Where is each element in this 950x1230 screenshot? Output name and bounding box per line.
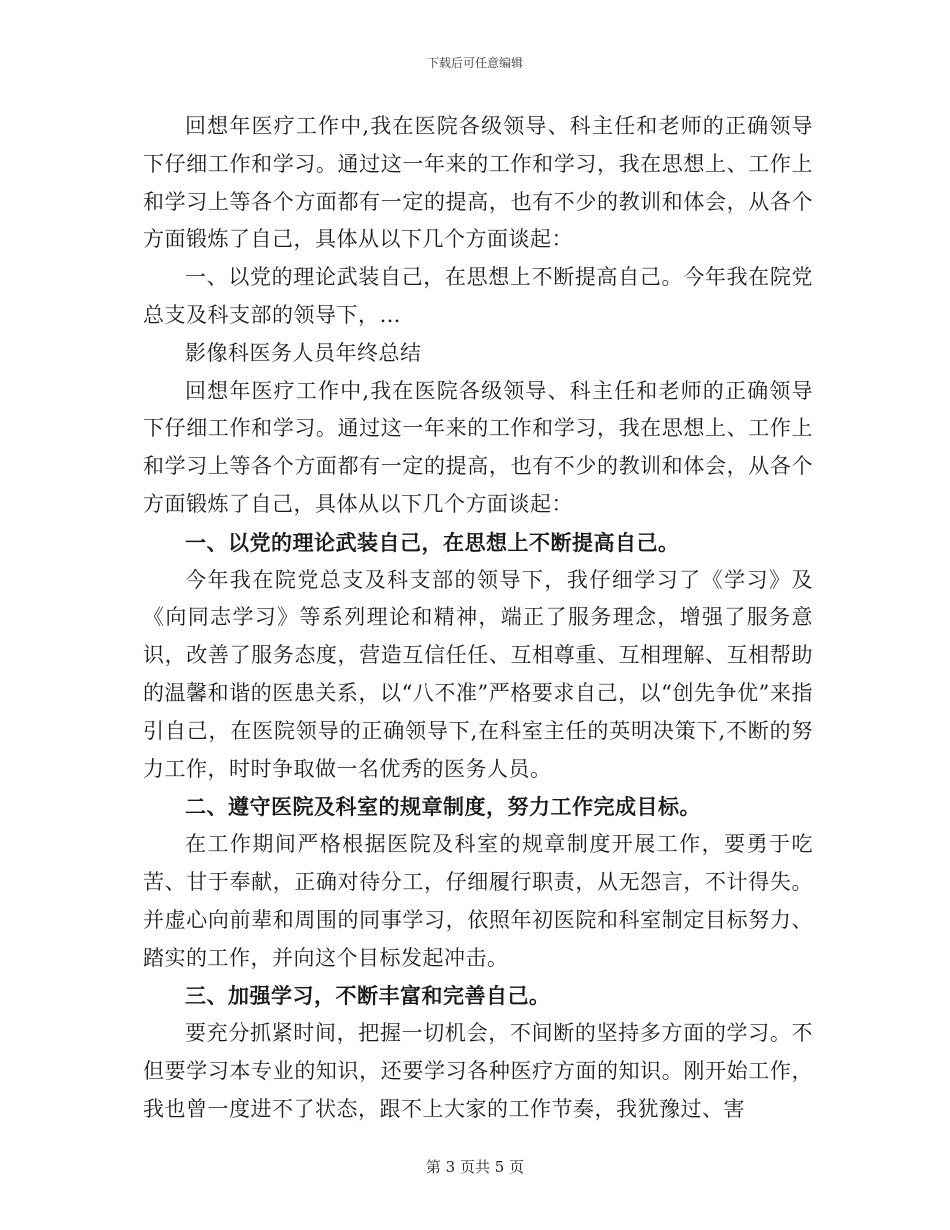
paragraph-section-1: 今年我在院党总支及科支部的领导下，我仔细学习了《学习》及《向同志学习》等系列理论和精神，端正了服务理念，增强了服务意识，改善了服务态度，营造互信任任、互相尊重、互相理解、互相帮助的温馨和谐的医患关系，以“八不准”严格要求自己，以“创先争优”来指引自己，在医院领导的正确领导下,在科室主任的英明决策下,不断的努力工作，时时争取做一名优秀的医务人员。 [143,567,813,781]
paragraph-intro: 回想年医疗工作中,我在医院各级领导、科主任和老师的正确领导下仔细工作和学习。通过这一年来的工作和学习，我在思想上、工作上和学习上等各个方面都有一定的提高，也有不少的教训和体会，从各个方面锻炼了自己，具体从以下几个方面谈起： [143,114,813,252]
section-heading-3: 三、加强学习，不断丰富和完善自己。 [185,983,551,1009]
paragraph-section-2: 在工作期间严格根据医院及科室的规章制度开展工作，要勇于吃苦、甘于奉献，正确对待分工，仔细履行职责，从无怨言，不计得失。并虚心向前辈和周围的同事学习，依照年初医院和科室制定目标努力、踏实的工作，并向这个目标发起冲击。 [143,832,813,970]
page-footer: 第 3 页共 5 页 [425,1158,525,1176]
paragraph-intro-repeat: 回想年医疗工作中,我在医院各级领导、科主任和老师的正确领导下仔细工作和学习。通过这一年来的工作和学习，我在思想上、工作上和学习上等各个方面都有一定的提高，也有不少的教训和体会，从各个方面锻炼了自己，具体从以下几个方面谈起： [143,378,813,516]
page-header: 下载后可任意编辑 [426,56,523,70]
section-heading-1: 一、以党的理论武装自己，在思想上不断提高自己。 [185,529,680,555]
paragraph-excerpt: 一、以党的理论武装自己，在思想上不断提高自己。今年我在院党总支及科支部的领导下，… [143,265,813,327]
section-heading-2: 二、遵守医院及科室的规章制度，努力工作完成目标。 [185,794,701,820]
paragraph-section-3: 要充分抓紧时间，把握一切机会，不间断的坚持多方面的学习。不但要学习本专业的知识，还要学习各种医疗方面的知识。刚开始工作，我也曾一度进不了状态，跟不上大家的工作节奏，我犹豫过、害 [143,1021,813,1121]
document-title: 影像科医务人员年终总结 [185,340,422,365]
document-body [143,108,813,1129]
